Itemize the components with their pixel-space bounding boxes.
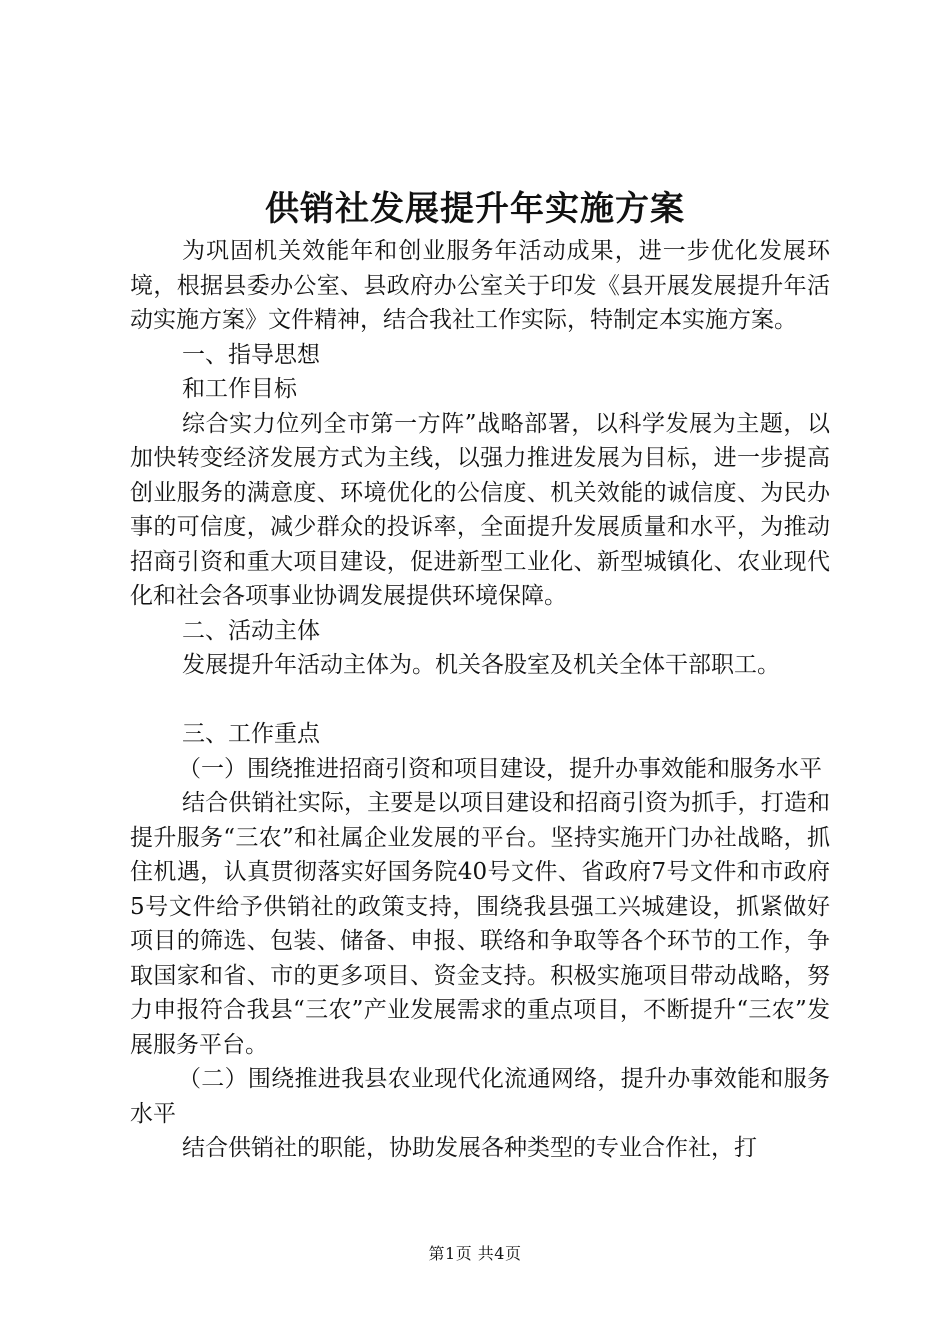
section-heading-activity-subject: 二、活动主体 — [182, 617, 320, 644]
subsection-heading-2: （二）围绕推进我县农业现代化流通网络，提升办事效能和服务水平 — [130, 1066, 830, 1127]
guiding-thought-paragraph: 综合实力位列全市第一方阵”战略部署，以科学发展为主题，以加快转变经济发展方式为主线，以强力推进发展为目标，进一步提高创业服务的满意度、环境优化的公信度、机关效能的诚信度、为民办事的可信度，减少群众的投诉率，全面提升发展质量和水平，为推动招商引资和重大项目建设，促进新型工业化、新型城镇化、农业现代化和社会各项事业协调发展提供环境保障。 — [130, 410, 830, 609]
subsection-2-paragraph: 结合供销社的职能，协助发展各种类型的专业合作社，打 — [182, 1135, 757, 1161]
subsection-1-paragraph: 结合供销社实际，主要是以项目建设和招商引资为抓手，打造和提升服务“三农”和社属企业发展的平台。坚持实施开门办社战略，抓住机遇，认真贯彻落实好国务院40号文件、省政府7号文件和市政府5号文件给予供销社的政策支持，围绕我县强工兴城建设，抓紧做好项目的筛选、包装、储备、申报、联络和争取等各个环节的工作，争取国家和省、市的更多项目、资金支持。积极实施项目带动战略，努力申报符合我县“三农”产业发展需求的重点项目，不断提升“三农”发展服务平台。 — [130, 790, 830, 1058]
intro-paragraph: 为巩固机关效能年和创业服务年活动成果，进一步优化发展环境，根据县委办公室、县政府办公室关于印发《县开展发展提升年活动实施方案》文件精神，结合我社工作实际，特制定本实施方案。 — [130, 238, 830, 333]
subsection-heading-1: （一）围绕推进招商引资和项目建设，提升办事效能和服务水平 — [178, 755, 822, 782]
document-body — [130, 234, 830, 1166]
page-footer: 第1页 共4页 — [428, 1244, 522, 1263]
section-heading-key-work: 三、工作重点 — [182, 721, 320, 747]
document-title: 供销社发展提升年实施方案 — [265, 189, 685, 229]
section-heading-continuation: 和工作目标 — [182, 376, 297, 402]
activity-subject-paragraph: 发展提升年活动主体为。机关各股室及机关全体干部职工。 — [182, 652, 780, 678]
section-heading-guiding-thought: 一、指导思想 — [182, 341, 320, 368]
blank-line — [130, 683, 830, 718]
